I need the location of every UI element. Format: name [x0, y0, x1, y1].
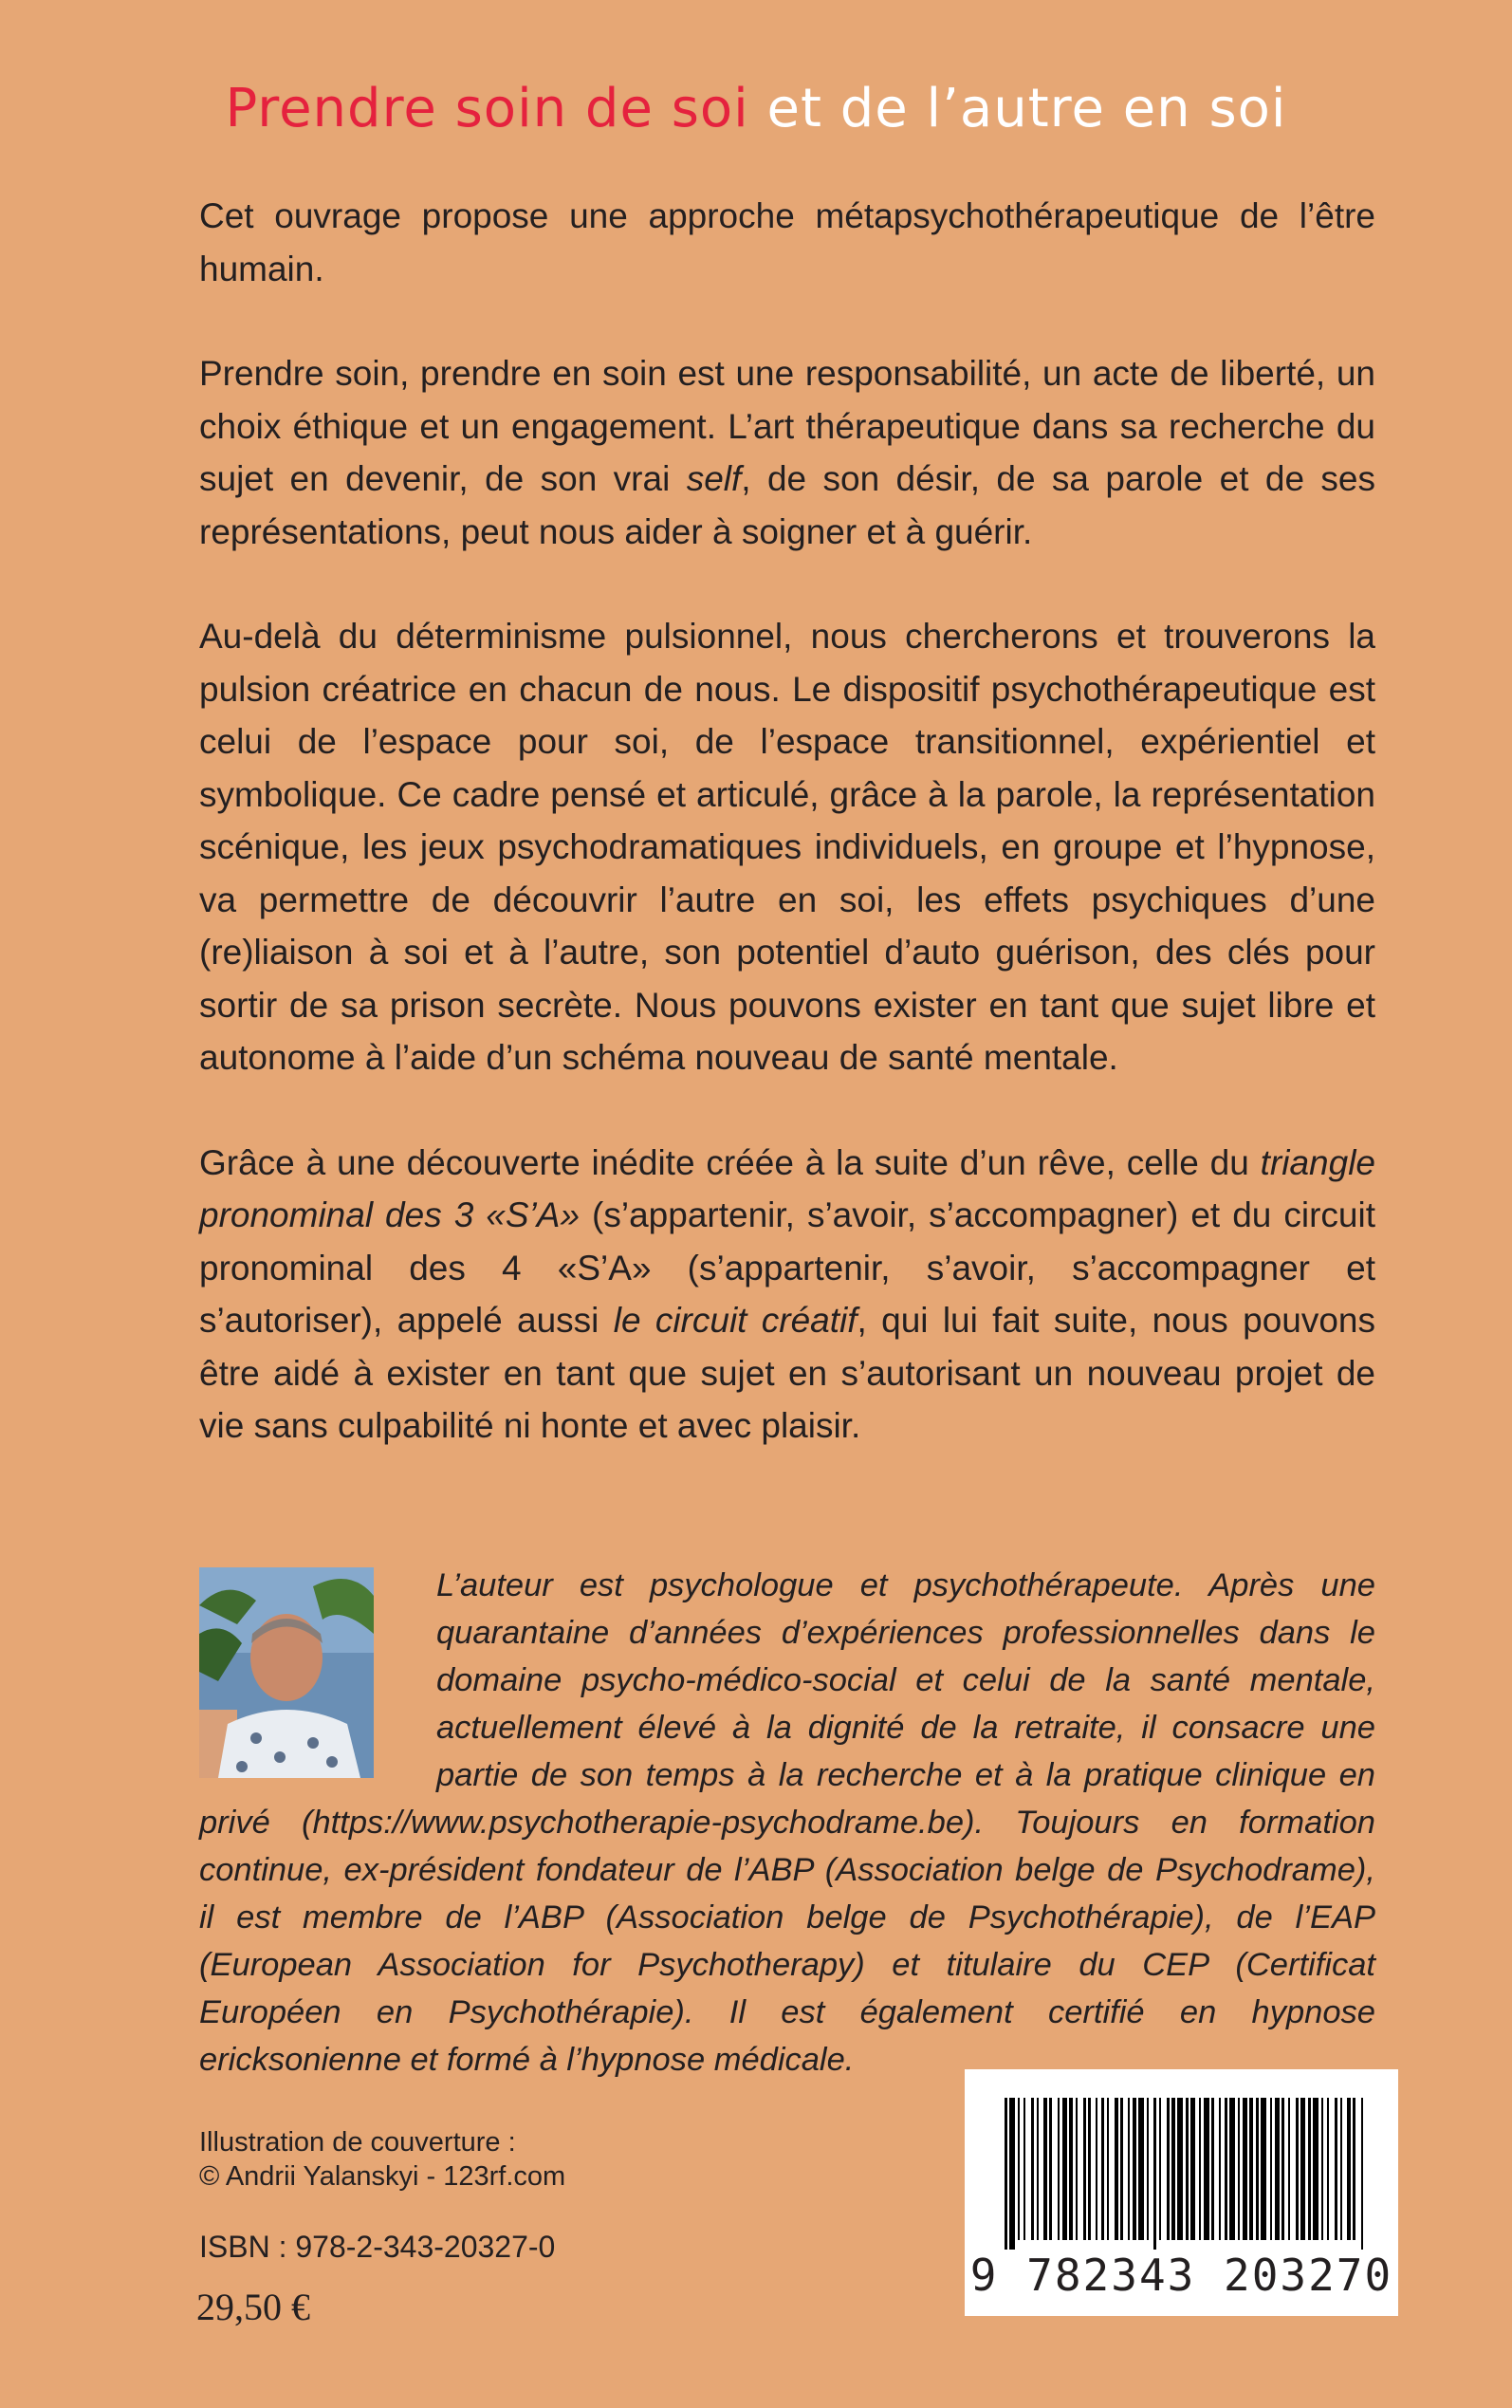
- barcode-bar: [1088, 2098, 1091, 2240]
- barcode-bar: [1009, 2098, 1015, 2250]
- barcode-bar: [1243, 2098, 1247, 2240]
- credits-line-2: © Andrii Yalanskyi - 123rf.com: [199, 2161, 566, 2192]
- barcode-bar: [1159, 2098, 1161, 2240]
- credits-line-1: Illustration de couverture :: [199, 2127, 516, 2158]
- barcode-bar: [1153, 2098, 1156, 2250]
- barcode-bar: [1249, 2098, 1253, 2240]
- barcode-bar: [1225, 2098, 1227, 2240]
- barcode-bar: [1211, 2098, 1214, 2240]
- synopsis-paragraph-1: Cet ouvrage propose une approche métapsychothérapeutique de l’être humain.: [199, 196, 1375, 288]
- p4-text-c: (s’appartenir, s’avoir, s’accompagner) et du circuit pronominal des 4 «S’A» (s’appartenir, s’avoir, s’accompagner et s’autoriser), appelé aussi: [199, 1195, 1375, 1340]
- barcode: [965, 2069, 1398, 2316]
- barcode-bar: [1167, 2098, 1170, 2240]
- title-part-2: et de l’autre en soi: [766, 78, 1287, 139]
- barcode-bar: [1313, 2098, 1318, 2240]
- barcode-bar: [1031, 2098, 1034, 2240]
- barcode-bar: [1076, 2098, 1078, 2240]
- barcode-bar: [1229, 2098, 1235, 2240]
- barcode-bar: [1120, 2098, 1123, 2240]
- synopsis-paragraph-4: [199, 1137, 1375, 1453]
- barcode-bar: [1327, 2098, 1329, 2240]
- barcode-bar: [1138, 2098, 1144, 2240]
- barcode-bar: [1347, 2098, 1351, 2240]
- barcode-bar: [1282, 2098, 1284, 2240]
- p2-self-italic: self: [686, 459, 742, 498]
- barcode-bar: [1005, 2098, 1007, 2250]
- p4-text-a: Grâce à une découverte inédite créée à la suite d’un rêve, celle du: [199, 1142, 1261, 1182]
- barcode-bar: [1101, 2098, 1104, 2240]
- barcode-bar: [1190, 2098, 1195, 2240]
- barcode-bar: [1308, 2098, 1311, 2240]
- barcode-bar: [1115, 2098, 1118, 2240]
- barcode-bar: [1300, 2098, 1305, 2240]
- barcode-bar: [1353, 2098, 1355, 2240]
- barcode-bar: [1049, 2098, 1052, 2240]
- synopsis-paragraph-3: Au-delà du déterminisme pulsionnel, nous chercherons et trouverons la pulsion créatrice en chacun de nous. Le dispositif psychothérapeutique est celui de l’espace pour soi, de l’espace transitionnel, expérientiel et symbolique. Ce cadre pensé et articulé, grâce à la parole, la représentation scénique, les jeux psychodramatiques individuels, en groupe et l’hypnose, va permettre de découvrir l’autre en soi, les effets psychiques d’une (re)liaison à soi et à l’autre, son potentiel d’auto guérison, des clés pour sortir de sa prison secrète. Nous pouvons exister en tant que sujet libre et autonome à l’aide d’un schéma nouveau de santé mentale.: [199, 617, 1375, 1077]
- price: 29,50 €: [196, 2286, 310, 2328]
- title-part-1: Prendre soin de soi: [225, 78, 749, 139]
- p2-text-b: , de son désir, de sa parole et de ses représentations, peut nous aider à soigner et à guérir.: [199, 459, 1375, 551]
- barcode-bar: [1107, 2098, 1109, 2240]
- p2-text-a: Prendre soin, prendre en soin est une responsabilité, un acte de liberté, un choix éthique et un engagement. L’art thérapeutique dans sa recherche du sujet en devenir, de son vrai: [199, 354, 1375, 498]
- barcode-bar: [1204, 2098, 1209, 2240]
- barcode-bar: [1335, 2098, 1337, 2240]
- barcode-bar: [1340, 2098, 1342, 2240]
- barcode-bar: [1058, 2098, 1060, 2240]
- barcode-bar: [1270, 2098, 1272, 2240]
- isbn: ISBN : 978-2-343-20327-0: [199, 2230, 556, 2264]
- p4-text-e: , qui lui fait suite, nous pouvons être aidé à exister en tant que sujet en s’autorisant un nouveau projet de vie sans culpabilité ni honte et avec plaisir.: [199, 1301, 1376, 1445]
- barcode-bar: [1361, 2098, 1363, 2250]
- barcode-bars: [965, 2069, 1398, 2254]
- p4-circuit-italic: le circuit créatif: [613, 1301, 857, 1340]
- author-bio: [199, 1562, 1375, 2084]
- barcode-bar: [1296, 2098, 1299, 2240]
- barcode-bar: [1238, 2098, 1240, 2240]
- barcode-bar: [1288, 2098, 1290, 2240]
- barcode-bar: [1023, 2098, 1025, 2240]
- barcode-bar: [1128, 2098, 1130, 2240]
- barcode-bar: [1083, 2098, 1086, 2240]
- barcode-bar: [1069, 2098, 1073, 2240]
- barcode-bar: [1062, 2098, 1067, 2240]
- author-bio-text: L’auteur est psychologue et psychothérapeute. Après une quarantaine d’années d’expériences professionnelles dans le domaine psycho-médico-social et celui de la santé mentale, actuellement élevé à la dignité de la retraite, il consacre une partie de son temps à la recherche et à la pratique clinique en privé (https://www.psychotherapie-psychodrame.be). Toujours en formation continue, ex-président fondateur de l’ABP (Association belge de Psychodrame), il est membre de l’ABP (Association belge de Psychothérapie), de l’EAP (European Association for Psychotherapy) et titulaire du CEP (Certificat Européen en Psychothérapie). Il est également certifié en hypnose ericksonienne et formé à l’hypnose médicale.: [199, 1567, 1375, 2078]
- barcode-bar: [1096, 2098, 1097, 2240]
- barcode-bar: [1147, 2098, 1149, 2240]
- barcode-bar: [1037, 2098, 1039, 2240]
- barcode-bar: [1043, 2098, 1047, 2240]
- barcode-bar: [1199, 2098, 1201, 2240]
- barcode-bar: [1256, 2098, 1259, 2240]
- barcode-bar: [1133, 2098, 1136, 2240]
- synopsis: [199, 190, 1375, 1505]
- barcode-bar: [1186, 2098, 1189, 2240]
- barcode-bar: [1018, 2098, 1020, 2240]
- barcode-bar: [1261, 2098, 1266, 2240]
- cover-credits: [199, 2125, 565, 2194]
- barcode-bar: [1275, 2098, 1280, 2240]
- book-title: [0, 78, 1512, 139]
- barcode-bar: [1177, 2098, 1183, 2240]
- synopsis-paragraph-2: [199, 347, 1375, 558]
- barcode-bar: [1219, 2098, 1221, 2240]
- p4-triangle-italic: triangle pronominal des 3 «S’A»: [199, 1142, 1375, 1234]
- barcode-bar: [1171, 2098, 1175, 2240]
- barcode-bar: [1321, 2098, 1323, 2240]
- barcode-digits: 9 782343 203270: [969, 2250, 1393, 2301]
